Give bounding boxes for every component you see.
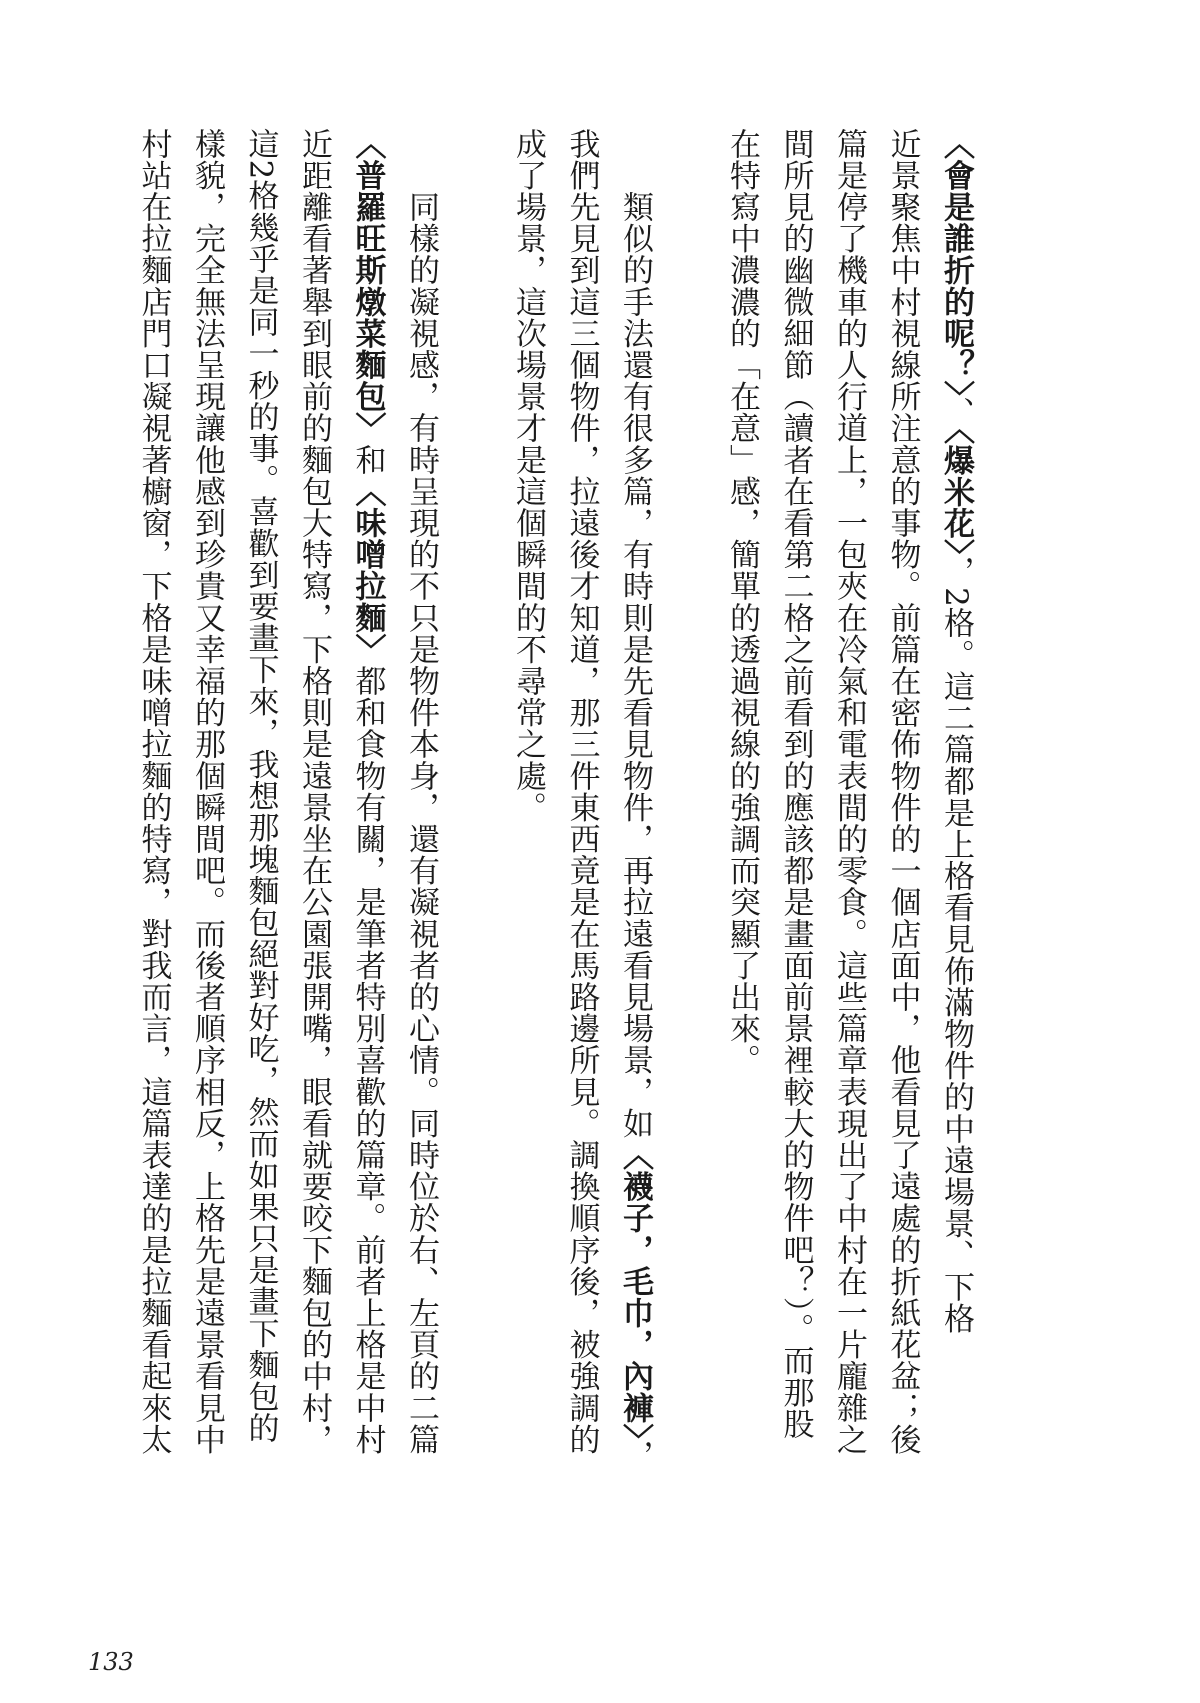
text-segment: 、 <box>938 396 974 429</box>
text-line <box>180 128 234 1456</box>
page-number: 133 <box>88 1648 134 1676</box>
text-line <box>715 128 769 1408</box>
text-segment: ， <box>617 1439 653 1472</box>
work-title: 〈會是誰折的呢？〉 <box>938 128 974 397</box>
text-line <box>340 128 394 1456</box>
text-line <box>501 128 555 1408</box>
text-segment: 類似的手法還有很多篇，有時則是先看見物件，再拉遠看見場景，如 <box>617 128 653 1140</box>
text-segment: 近距離看著舉到眼前的麵包大特寫，下格則是遠景坐在公園張開嘴，眼看就要咬下麵包的中村， <box>296 128 332 1456</box>
paragraph-gap <box>661 128 715 1408</box>
text-line <box>394 128 448 1456</box>
text-line <box>126 128 180 1456</box>
text-segment: 成了場景，這次場景才是這個瞬間的不尋常之處。 <box>510 128 546 824</box>
text-segment: 間所見的幽微細節（讀者在看第二格之前看到的應該都是畫面前景裡較大的物件吧？）。而那股 <box>777 128 814 1440</box>
text-segment: 和 <box>349 444 386 476</box>
paragraph-gap <box>447 128 501 1408</box>
text-line <box>554 128 608 1456</box>
text-segment: 都和食物有關，是筆者特別喜歡的篇章。前者上格是中村 <box>349 665 386 1456</box>
text-segment: ，2格。這二篇都是上格看見佈滿物件的中遠場景、下格 <box>938 555 974 1335</box>
text-line <box>233 128 287 1444</box>
text-line <box>875 128 929 1456</box>
text-line <box>768 128 822 1440</box>
text-segment: 村站在拉麵店門口凝視著櫥窗，下格是味噌拉麵的特寫，對我而言，這篇表達的是拉麵看起來太 <box>135 128 172 1456</box>
work-title: 〈普羅旺斯燉菜麵包〉 <box>349 128 386 444</box>
text-line <box>608 128 662 1472</box>
text-segment: 同樣的凝視感，有時呈現的不只是物件本身，還有凝視者的心情。同時位於右、左頁的二篇 <box>403 128 439 1456</box>
text-line <box>929 128 983 1408</box>
body-text <box>126 128 982 1472</box>
text-segment: 近景聚焦中村視線所注意的事物。前篇在密佈物件的一個店面中，他看見了遠處的折紙花盆；後 <box>884 128 921 1456</box>
work-title: 〈襪子，毛巾，內褲〉 <box>617 1139 653 1440</box>
text-line <box>822 128 876 1456</box>
text-segment: 在特寫中濃濃的「在意」感，簡單的透過視線的強調而突顯了出來。 <box>724 128 760 1076</box>
text-segment: 這2格幾乎是同一秒的事。喜歡到要畫下來，我想那塊麵包絕對好吃，然而如果只是畫下麵包的 <box>242 128 279 1444</box>
text-segment: 我們先見到這三個物件，拉遠後才知道，那三件東西竟是在馬路邊所見。調換順序後，被強調的 <box>563 128 600 1456</box>
text-segment: 樣貌，完全無法呈現讓他感到珍貴又幸福的那個瞬間吧。而後者順序相反，上格先是遠景看見中 <box>189 128 225 1456</box>
work-title: 〈爆米花〉 <box>938 428 974 556</box>
text-line <box>287 128 341 1456</box>
work-title: 〈味噌拉麵〉 <box>349 475 386 666</box>
text-segment: 篇是停了機車的人行道上，一包夾在冷氣和電表間的零食。這些篇章表現出了中村在一片龐雜之 <box>831 128 867 1456</box>
